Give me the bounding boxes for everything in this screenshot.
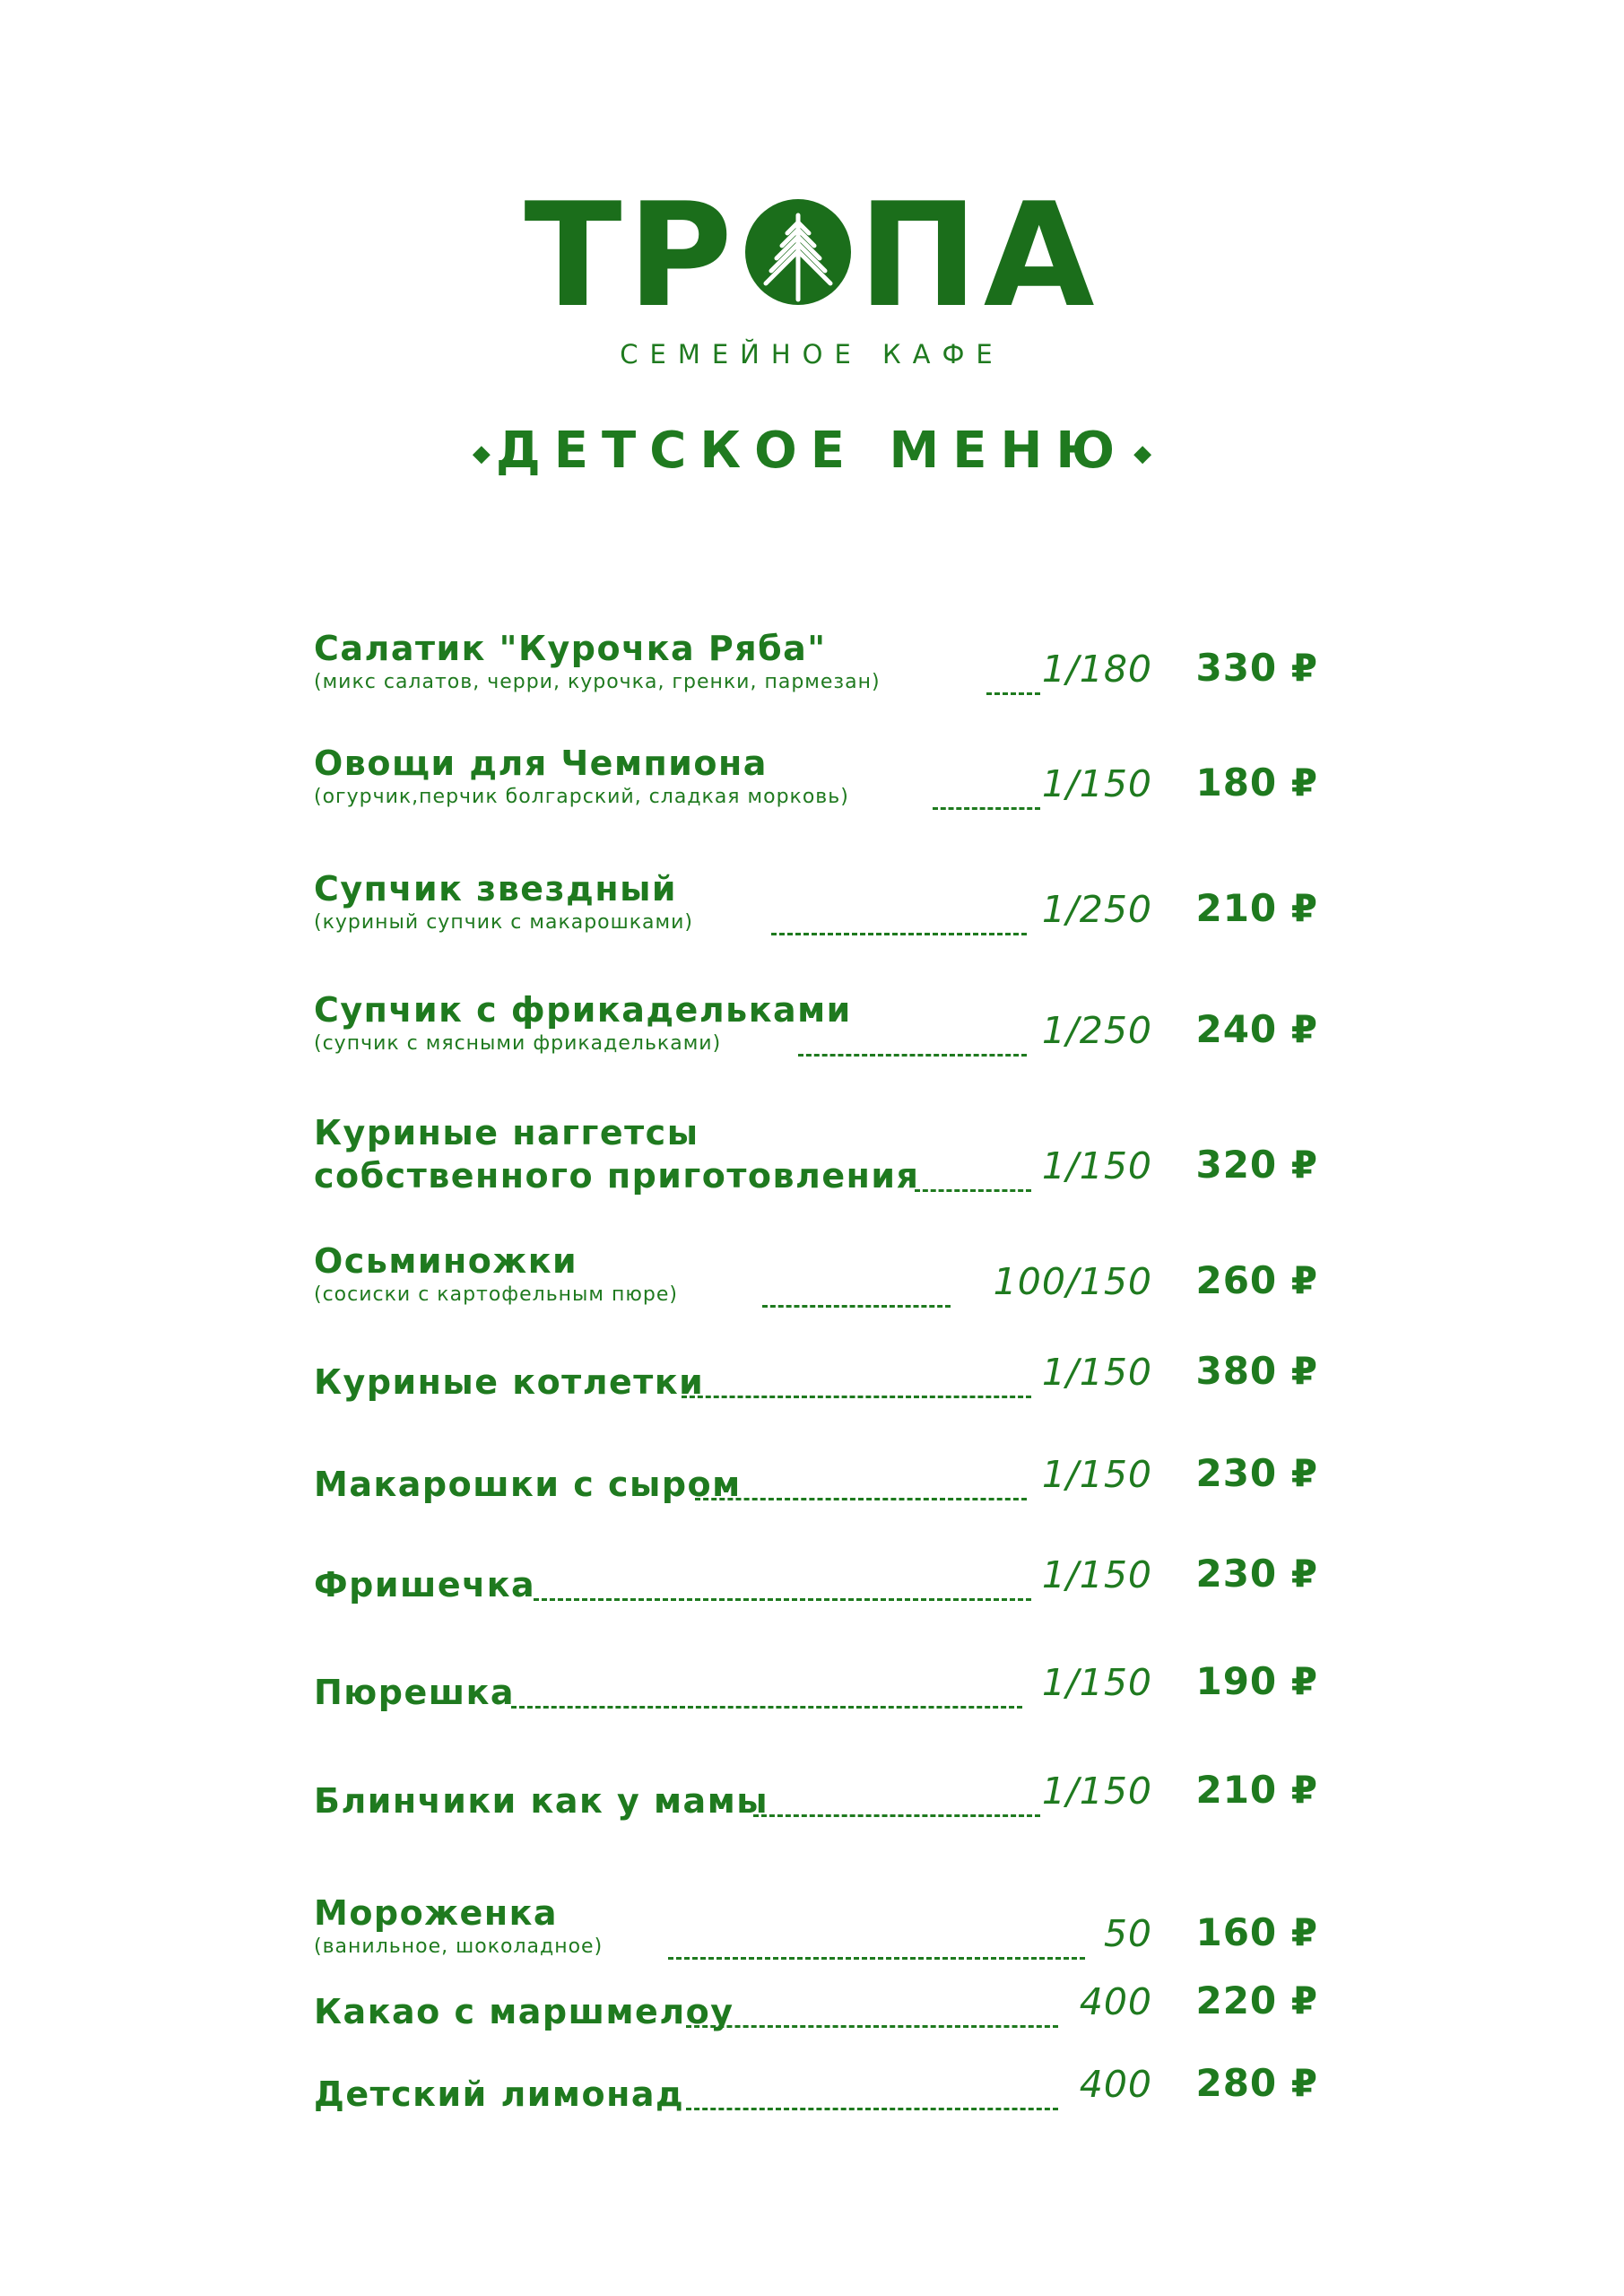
menu-item	[314, 868, 1318, 940]
item-price: 240 ₽	[1195, 1007, 1318, 1051]
item-description: (огурчик,перчик болгарский, сладкая морковь)	[314, 786, 849, 808]
brand-header	[0, 0, 1624, 502]
dotted-leader	[933, 807, 1040, 810]
menu-item	[314, 1892, 1318, 1964]
item-name: Супчик звездный	[314, 869, 678, 909]
menu-item	[314, 1659, 1318, 1744]
item-description: (супчик с мясными фрикадельками)	[314, 1032, 722, 1055]
item-price: 320 ₽	[1195, 1143, 1318, 1187]
item-weight: 1/180	[1041, 648, 1152, 691]
menu-item	[314, 1552, 1318, 1636]
menu-item	[314, 1240, 1318, 1312]
item-price: 330 ₽	[1195, 646, 1318, 690]
tree-icon	[745, 199, 851, 305]
dotted-leader	[695, 1498, 1027, 1500]
dotted-leader	[686, 2108, 1058, 2110]
item-name: Салатик "Курочка Ряба"	[314, 629, 827, 668]
item-name: Супчик с фрикадельками	[314, 990, 852, 1030]
menu-item	[314, 1112, 1318, 1196]
menu-item	[314, 1768, 1318, 1852]
dotted-leader	[682, 1396, 1031, 1398]
logo-text-right: ПА	[857, 171, 1100, 339]
item-weight: 100/150	[993, 1260, 1152, 1303]
item-name: Пюрешка	[314, 1673, 516, 1712]
logo	[0, 171, 1624, 339]
tagline: СЕМЕЙНОЕ КАФЕ	[620, 339, 1004, 370]
menu-title	[0, 422, 1624, 480]
item-price: 280 ₽	[1195, 2061, 1318, 2105]
item-price: 160 ₽	[1195, 1910, 1318, 1954]
item-description: (сосиски с картофельным пюре)	[314, 1283, 679, 1306]
dotted-leader	[534, 1598, 1031, 1601]
item-description: (куриный супчик с макарошками)	[314, 911, 694, 934]
menu-item	[314, 1979, 1318, 2063]
item-price: 210 ₽	[1195, 886, 1318, 930]
item-name: Макарошки с сыром	[314, 1465, 742, 1504]
item-weight: 1/150	[1041, 1351, 1152, 1394]
item-name: Детский лимонад	[314, 2074, 685, 2114]
item-price: 190 ₽	[1195, 1659, 1318, 1703]
item-description: (микс салатов, черри, курочка, гренки, пармезан)	[314, 671, 881, 693]
menu-item	[314, 1349, 1318, 1433]
item-price: 210 ₽	[1195, 1768, 1318, 1812]
item-price: 230 ₽	[1195, 1552, 1318, 1596]
item-description: (ванильное, шоколадное)	[314, 1935, 604, 1958]
item-price: 260 ₽	[1195, 1258, 1318, 1302]
item-name: Куриные котлетки	[314, 1362, 705, 1402]
item-price: 230 ₽	[1195, 1451, 1318, 1495]
item-weight: 1/150	[1041, 1453, 1152, 1496]
dotted-leader	[915, 1189, 1031, 1192]
item-weight: 1/150	[1041, 762, 1152, 805]
dotted-leader	[762, 1305, 951, 1308]
dotted-leader	[686, 2025, 1058, 2028]
dotted-leader	[771, 933, 1027, 935]
item-weight: 1/150	[1041, 1661, 1152, 1704]
item-name: Куриные наггетсы	[314, 1113, 699, 1152]
dotted-leader	[668, 1957, 1085, 1960]
item-price: 380 ₽	[1195, 1349, 1318, 1393]
item-weight: 1/150	[1041, 1144, 1152, 1187]
menu-item	[314, 1451, 1318, 1535]
dotted-leader	[753, 1814, 1040, 1817]
item-name: Фришечка	[314, 1565, 536, 1605]
item-price: 180 ₽	[1195, 761, 1318, 804]
menu-item	[314, 2061, 1318, 2145]
item-name: Овощи для Чемпиона	[314, 744, 768, 783]
item-weight: 1/250	[1041, 888, 1152, 931]
diamond-icon: ◆	[472, 439, 491, 467]
item-name: Мороженка	[314, 1893, 559, 1933]
menu-item	[314, 989, 1318, 1061]
item-weight: 400	[1079, 1980, 1152, 2023]
dotted-leader	[986, 692, 1040, 695]
item-name: Какао с маршмелоу	[314, 1992, 734, 2031]
item-name: Осьминожки	[314, 1241, 578, 1281]
menu-item	[314, 743, 1318, 814]
item-weight: 50	[1103, 1912, 1152, 1955]
item-weight: 400	[1079, 2063, 1152, 2106]
item-price: 220 ₽	[1195, 1979, 1318, 2022]
item-weight: 1/150	[1041, 1770, 1152, 1813]
item-weight: 1/150	[1041, 1553, 1152, 1596]
dotted-leader	[798, 1054, 1027, 1057]
item-name: Блинчики как у мамы	[314, 1781, 769, 1821]
menu-item	[314, 628, 1318, 700]
dotted-leader	[511, 1706, 1022, 1709]
item-weight: 1/250	[1041, 1009, 1152, 1052]
logo-text-left: ТР	[524, 171, 738, 339]
menu-title-text: ДЕТСКОЕ МЕНЮ	[495, 422, 1129, 480]
diamond-icon: ◆	[1133, 439, 1152, 467]
item-name-line2: собственного приготовления	[314, 1156, 920, 1196]
